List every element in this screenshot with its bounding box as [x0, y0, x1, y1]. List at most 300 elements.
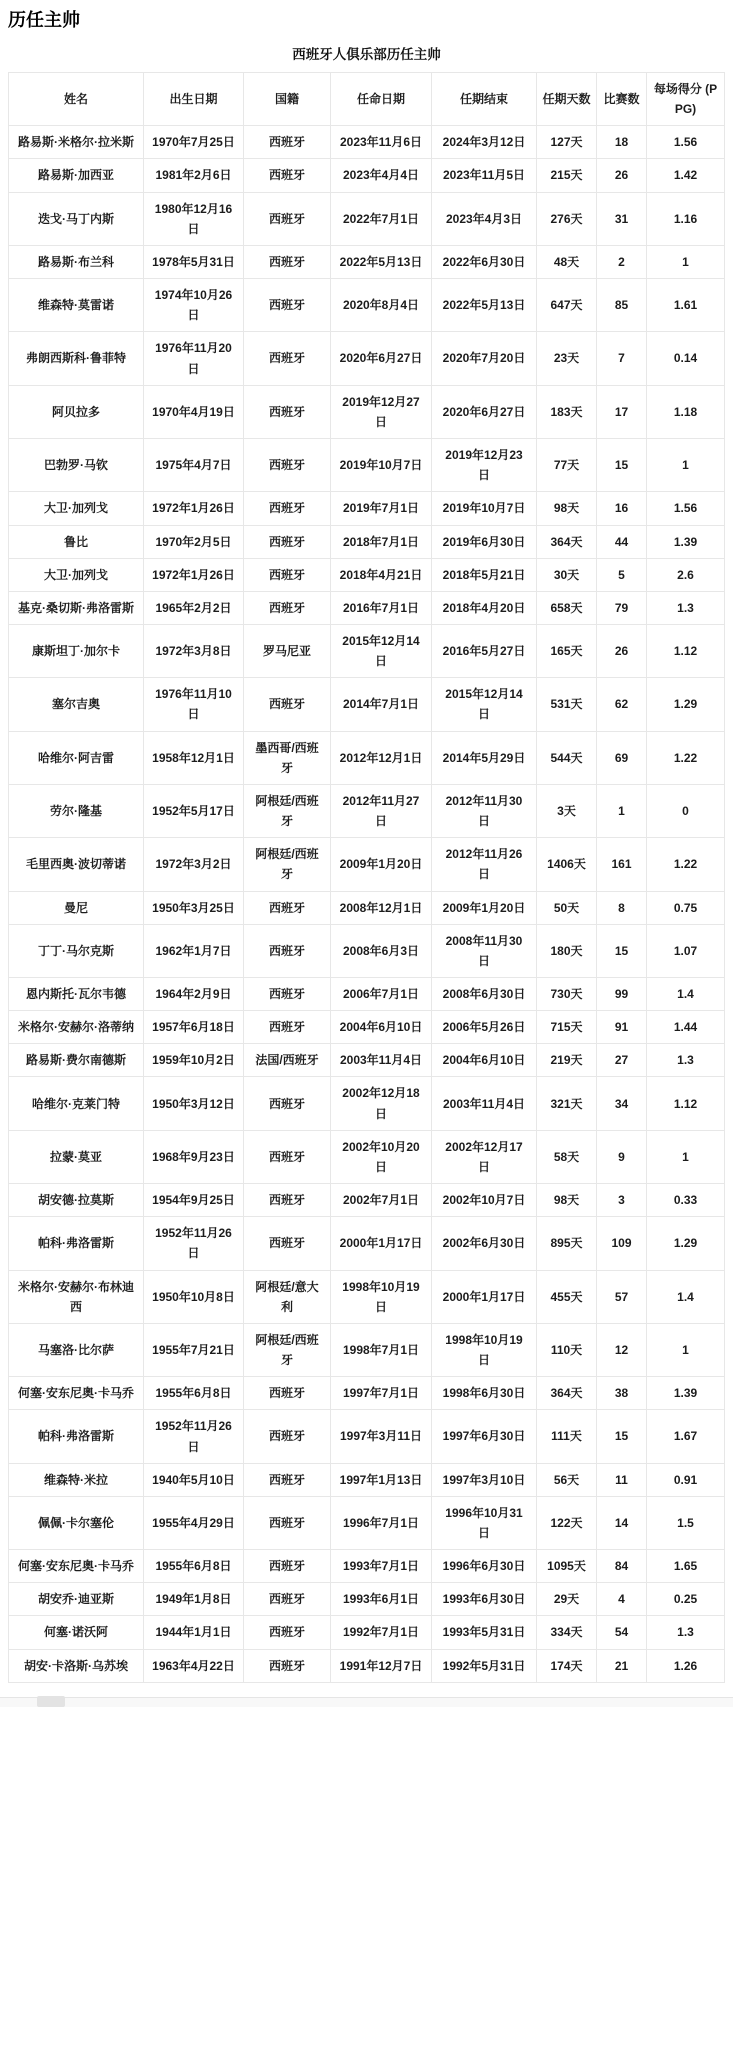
column-header-ppg: 每场得分 (PPG): [647, 73, 725, 126]
cell-appointed-date: 2015年12月14日: [331, 624, 432, 677]
cell-appointed-date: 1993年6月1日: [331, 1583, 432, 1616]
cell-appointed-date: 2008年12月1日: [331, 891, 432, 924]
cell-name: 维森特·莫雷诺: [9, 279, 144, 332]
cell-birth-date: 1981年2月6日: [144, 159, 244, 192]
cell-term-days: 364天: [537, 1377, 597, 1410]
cell-matches: 17: [597, 385, 647, 438]
cell-matches: 161: [597, 838, 647, 891]
table-row: [9, 1550, 725, 1583]
table-row: [9, 678, 725, 731]
cell-birth-date: 1976年11月10日: [144, 678, 244, 731]
cell-term-end: 2018年5月21日: [432, 558, 537, 591]
cell-term-days: 23天: [537, 332, 597, 385]
column-header-appointed-date: 任命日期: [331, 73, 432, 126]
cell-birth-date: 1955年6月8日: [144, 1550, 244, 1583]
cell-term-days: 276天: [537, 192, 597, 245]
cell-term-end: 2018年4月20日: [432, 591, 537, 624]
cell-term-days: 48天: [537, 245, 597, 278]
cell-birth-date: 1950年10月8日: [144, 1270, 244, 1323]
cell-ppg: 1.26: [647, 1649, 725, 1682]
cell-term-end: 2019年12月23日: [432, 439, 537, 492]
cell-matches: 16: [597, 492, 647, 525]
cell-term-days: 3天: [537, 784, 597, 837]
table-row: [9, 492, 725, 525]
cell-matches: 18: [597, 126, 647, 159]
cell-ppg: 1.18: [647, 385, 725, 438]
cell-matches: 3: [597, 1184, 647, 1217]
cell-appointed-date: 1998年10月19日: [331, 1270, 432, 1323]
table-row: [9, 1011, 725, 1044]
cell-term-end: 1993年5月31日: [432, 1616, 537, 1649]
cell-name: 弗朗西斯科·鲁菲特: [9, 332, 144, 385]
cell-birth-date: 1972年1月26日: [144, 558, 244, 591]
cell-nationality: 西班牙: [244, 1184, 331, 1217]
table-row: [9, 1077, 725, 1130]
cell-name: 何塞·安东尼奥·卡马乔: [9, 1550, 144, 1583]
cell-ppg: 0.14: [647, 332, 725, 385]
cell-appointed-date: 1992年7月1日: [331, 1616, 432, 1649]
cell-nationality: 西班牙: [244, 924, 331, 977]
cell-term-days: 180天: [537, 924, 597, 977]
cell-birth-date: 1949年1月8日: [144, 1583, 244, 1616]
cell-name: 丁丁·马尔克斯: [9, 924, 144, 977]
column-header-name: 姓名: [9, 73, 144, 126]
column-header-nationality: 国籍: [244, 73, 331, 126]
cell-ppg: 0.25: [647, 1583, 725, 1616]
table-row: [9, 624, 725, 677]
cell-term-days: 30天: [537, 558, 597, 591]
cell-nationality: 西班牙: [244, 385, 331, 438]
table-row: [9, 1044, 725, 1077]
cell-appointed-date: 1991年12月7日: [331, 1649, 432, 1682]
cell-ppg: 1.5: [647, 1496, 725, 1549]
cell-appointed-date: 2018年4月21日: [331, 558, 432, 591]
column-header-matches: 比赛数: [597, 73, 647, 126]
cell-appointed-date: 2009年1月20日: [331, 838, 432, 891]
cell-ppg: 1.56: [647, 126, 725, 159]
cell-term-days: 455天: [537, 1270, 597, 1323]
cell-nationality: 西班牙: [244, 591, 331, 624]
cell-nationality: 西班牙: [244, 1583, 331, 1616]
cell-ppg: 1.44: [647, 1011, 725, 1044]
cell-matches: 44: [597, 525, 647, 558]
cell-term-end: 1992年5月31日: [432, 1649, 537, 1682]
cell-appointed-date: 2000年1月17日: [331, 1217, 432, 1270]
cell-name: 塞尔吉奥: [9, 678, 144, 731]
cell-nationality: 西班牙: [244, 1649, 331, 1682]
cell-name: 大卫·加列戈: [9, 558, 144, 591]
cell-birth-date: 1976年11月20日: [144, 332, 244, 385]
cell-term-days: 215天: [537, 159, 597, 192]
cell-birth-date: 1972年1月26日: [144, 492, 244, 525]
cell-birth-date: 1958年12月1日: [144, 731, 244, 784]
cell-appointed-date: 2022年5月13日: [331, 245, 432, 278]
cell-appointed-date: 2002年10月20日: [331, 1130, 432, 1183]
cell-nationality: 西班牙: [244, 558, 331, 591]
cell-term-end: 2023年11月5日: [432, 159, 537, 192]
cell-birth-date: 1959年10月2日: [144, 1044, 244, 1077]
cell-name: 维森特·米拉: [9, 1463, 144, 1496]
cell-term-end: 1997年6月30日: [432, 1410, 537, 1463]
cell-matches: 11: [597, 1463, 647, 1496]
table-row: [9, 126, 725, 159]
cell-birth-date: 1975年4月7日: [144, 439, 244, 492]
cell-matches: 7: [597, 332, 647, 385]
cell-term-end: 2022年6月30日: [432, 245, 537, 278]
cell-appointed-date: 2018年7月1日: [331, 525, 432, 558]
cell-ppg: 1: [647, 439, 725, 492]
cell-term-days: 334天: [537, 1616, 597, 1649]
cell-term-days: 77天: [537, 439, 597, 492]
cell-term-days: 1406天: [537, 838, 597, 891]
cell-appointed-date: 2003年11月4日: [331, 1044, 432, 1077]
table-row: [9, 159, 725, 192]
cell-matches: 62: [597, 678, 647, 731]
cell-matches: 91: [597, 1011, 647, 1044]
cell-term-end: 2002年12月17日: [432, 1130, 537, 1183]
cell-name: 恩内斯托·瓦尔韦德: [9, 978, 144, 1011]
cell-birth-date: 1944年1月1日: [144, 1616, 244, 1649]
cell-term-days: 29天: [537, 1583, 597, 1616]
table-row: [9, 784, 725, 837]
table-row: [9, 1270, 725, 1323]
cell-nationality: 西班牙: [244, 1496, 331, 1549]
cell-nationality: 西班牙: [244, 126, 331, 159]
cell-ppg: 0: [647, 784, 725, 837]
table-row: [9, 1184, 725, 1217]
cell-term-end: 1998年6月30日: [432, 1377, 537, 1410]
cell-term-days: 895天: [537, 1217, 597, 1270]
cell-name: 路易斯·加西亚: [9, 159, 144, 192]
table-row: [9, 891, 725, 924]
table-row: [9, 1496, 725, 1549]
column-header-term-days: 任期天数: [537, 73, 597, 126]
cell-term-days: 321天: [537, 1077, 597, 1130]
cell-name: 毛里西奥·波切蒂诺: [9, 838, 144, 891]
cell-term-days: 531天: [537, 678, 597, 731]
cell-term-days: 50天: [537, 891, 597, 924]
cell-term-days: 165天: [537, 624, 597, 677]
cell-nationality: 西班牙: [244, 1410, 331, 1463]
cell-term-end: 2015年12月14日: [432, 678, 537, 731]
cell-matches: 84: [597, 1550, 647, 1583]
cell-ppg: 1.39: [647, 1377, 725, 1410]
cell-term-end: 2012年11月26日: [432, 838, 537, 891]
cell-name: 路易斯·费尔南德斯: [9, 1044, 144, 1077]
cell-nationality: 西班牙: [244, 891, 331, 924]
cell-term-end: 2009年1月20日: [432, 891, 537, 924]
cell-term-days: 219天: [537, 1044, 597, 1077]
cell-matches: 99: [597, 978, 647, 1011]
cell-name: 路易斯·米格尔·拉米斯: [9, 126, 144, 159]
cell-name: 鲁比: [9, 525, 144, 558]
cell-name: 帕科·弗洛雷斯: [9, 1410, 144, 1463]
cell-birth-date: 1952年5月17日: [144, 784, 244, 837]
cell-term-end: 2023年4月3日: [432, 192, 537, 245]
cell-ppg: 2.6: [647, 558, 725, 591]
cell-term-days: 658天: [537, 591, 597, 624]
cell-matches: 109: [597, 1217, 647, 1270]
cell-birth-date: 1952年11月26日: [144, 1410, 244, 1463]
cell-nationality: 西班牙: [244, 978, 331, 1011]
cell-name: 康斯坦丁·加尔卡: [9, 624, 144, 677]
cell-nationality: 西班牙: [244, 279, 331, 332]
cell-birth-date: 1962年1月7日: [144, 924, 244, 977]
cell-name: 胡安乔·迪亚斯: [9, 1583, 144, 1616]
cell-appointed-date: 2012年12月1日: [331, 731, 432, 784]
cell-ppg: 1.3: [647, 591, 725, 624]
cell-nationality: 西班牙: [244, 1550, 331, 1583]
cell-ppg: 1.22: [647, 731, 725, 784]
cell-name: 何塞·安东尼奥·卡马乔: [9, 1377, 144, 1410]
cell-term-end: 2019年6月30日: [432, 525, 537, 558]
table-row: [9, 332, 725, 385]
cell-name: 迭戈·马丁内斯: [9, 192, 144, 245]
cell-term-end: 2020年7月20日: [432, 332, 537, 385]
cell-birth-date: 1955年7月21日: [144, 1323, 244, 1376]
cell-appointed-date: 2012年11月27日: [331, 784, 432, 837]
cell-nationality: 西班牙: [244, 1377, 331, 1410]
cell-appointed-date: 1996年7月1日: [331, 1496, 432, 1549]
cell-term-end: 1996年10月31日: [432, 1496, 537, 1549]
table-row: [9, 1377, 725, 1410]
cell-ppg: 1.07: [647, 924, 725, 977]
cell-appointed-date: 2020年6月27日: [331, 332, 432, 385]
cell-appointed-date: 2014年7月1日: [331, 678, 432, 731]
cell-birth-date: 1972年3月8日: [144, 624, 244, 677]
table-row: [9, 1583, 725, 1616]
cell-birth-date: 1972年3月2日: [144, 838, 244, 891]
horizontal-scrollbar-thumb[interactable]: [37, 1696, 65, 1707]
cell-nationality: 西班牙: [244, 439, 331, 492]
cell-name: 劳尔·隆基: [9, 784, 144, 837]
table-row: [9, 591, 725, 624]
cell-birth-date: 1980年12月16日: [144, 192, 244, 245]
cell-ppg: 1.67: [647, 1410, 725, 1463]
cell-appointed-date: 2019年7月1日: [331, 492, 432, 525]
cell-ppg: 0.91: [647, 1463, 725, 1496]
cell-matches: 14: [597, 1496, 647, 1549]
cell-appointed-date: 1997年7月1日: [331, 1377, 432, 1410]
cell-term-days: 56天: [537, 1463, 597, 1496]
cell-term-end: 1998年10月19日: [432, 1323, 537, 1376]
cell-nationality: 西班牙: [244, 525, 331, 558]
cell-ppg: 1.42: [647, 159, 725, 192]
cell-nationality: 墨西哥/西班牙: [244, 731, 331, 784]
cell-matches: 5: [597, 558, 647, 591]
cell-birth-date: 1965年2月2日: [144, 591, 244, 624]
cell-birth-date: 1964年2月9日: [144, 978, 244, 1011]
cell-term-end: 2024年3月12日: [432, 126, 537, 159]
cell-appointed-date: 2019年10月7日: [331, 439, 432, 492]
cell-birth-date: 1970年2月5日: [144, 525, 244, 558]
table-row: [9, 279, 725, 332]
cell-term-days: 647天: [537, 279, 597, 332]
cell-term-end: 2019年10月7日: [432, 492, 537, 525]
cell-term-end: 2002年10月7日: [432, 1184, 537, 1217]
cell-nationality: 西班牙: [244, 192, 331, 245]
cell-term-end: 2014年5月29日: [432, 731, 537, 784]
table-row: [9, 558, 725, 591]
cell-matches: 8: [597, 891, 647, 924]
cell-appointed-date: 2006年7月1日: [331, 978, 432, 1011]
cell-nationality: 阿根廷/西班牙: [244, 1323, 331, 1376]
cell-term-end: 1993年6月30日: [432, 1583, 537, 1616]
cell-nationality: 阿根廷/西班牙: [244, 838, 331, 891]
cell-name: 米格尔·安赫尔·布林迪西: [9, 1270, 144, 1323]
cell-matches: 1: [597, 784, 647, 837]
cell-matches: 12: [597, 1323, 647, 1376]
cell-term-end: 2022年5月13日: [432, 279, 537, 332]
cell-matches: 21: [597, 1649, 647, 1682]
cell-matches: 26: [597, 624, 647, 677]
cell-name: 佩佩·卡尔塞伦: [9, 1496, 144, 1549]
cell-matches: 38: [597, 1377, 647, 1410]
cell-ppg: 1.4: [647, 978, 725, 1011]
cell-appointed-date: 1998年7月1日: [331, 1323, 432, 1376]
cell-ppg: 1.39: [647, 525, 725, 558]
horizontal-scrollbar: [0, 1697, 733, 1707]
cell-nationality: 阿根廷/西班牙: [244, 784, 331, 837]
cell-matches: 9: [597, 1130, 647, 1183]
cell-matches: 31: [597, 192, 647, 245]
cell-matches: 69: [597, 731, 647, 784]
cell-matches: 57: [597, 1270, 647, 1323]
header-row: [9, 73, 725, 126]
cell-ppg: 1.16: [647, 192, 725, 245]
cell-ppg: 1.29: [647, 678, 725, 731]
table-row: [9, 385, 725, 438]
cell-name: 基克·桑切斯·弗洛雷斯: [9, 591, 144, 624]
cell-nationality: 西班牙: [244, 1130, 331, 1183]
cell-ppg: 1.4: [647, 1270, 725, 1323]
cell-name: 阿贝拉多: [9, 385, 144, 438]
cell-term-days: 174天: [537, 1649, 597, 1682]
cell-appointed-date: 2004年6月10日: [331, 1011, 432, 1044]
page-title: 历任主帅: [8, 10, 80, 30]
cell-name: 胡安·卡洛斯·乌苏埃: [9, 1649, 144, 1682]
table-row: [9, 731, 725, 784]
column-header-term-end: 任期结束: [432, 73, 537, 126]
table-row: [9, 192, 725, 245]
cell-nationality: 法国/西班牙: [244, 1044, 331, 1077]
cell-nationality: 阿根廷/意大利: [244, 1270, 331, 1323]
table-caption: 西班牙人俱乐部历任主帅: [292, 47, 441, 62]
table-row: [9, 1217, 725, 1270]
cell-ppg: 1.3: [647, 1044, 725, 1077]
cell-name: 胡安德·拉莫斯: [9, 1184, 144, 1217]
cell-matches: 15: [597, 439, 647, 492]
cell-name: 马塞洛·比尔萨: [9, 1323, 144, 1376]
cell-appointed-date: 2023年11月6日: [331, 126, 432, 159]
cell-matches: 34: [597, 1077, 647, 1130]
cell-term-end: 2012年11月30日: [432, 784, 537, 837]
cell-ppg: 1.65: [647, 1550, 725, 1583]
table-row: [9, 978, 725, 1011]
cell-ppg: 1.56: [647, 492, 725, 525]
cell-matches: 79: [597, 591, 647, 624]
table-row: [9, 525, 725, 558]
cell-term-end: 2008年6月30日: [432, 978, 537, 1011]
cell-appointed-date: 2022年7月1日: [331, 192, 432, 245]
cell-term-days: 110天: [537, 1323, 597, 1376]
cell-term-days: 98天: [537, 492, 597, 525]
cell-name: 何塞·诺沃阿: [9, 1616, 144, 1649]
cell-name: 哈维尔·克莱门特: [9, 1077, 144, 1130]
cell-ppg: 1: [647, 1323, 725, 1376]
cell-matches: 85: [597, 279, 647, 332]
cell-term-days: 715天: [537, 1011, 597, 1044]
cell-term-days: 364天: [537, 525, 597, 558]
cell-matches: 15: [597, 924, 647, 977]
cell-birth-date: 1970年4月19日: [144, 385, 244, 438]
cell-birth-date: 1974年10月26日: [144, 279, 244, 332]
cell-matches: 15: [597, 1410, 647, 1463]
cell-name: 曼尼: [9, 891, 144, 924]
cell-appointed-date: 2020年8月4日: [331, 279, 432, 332]
cell-nationality: 西班牙: [244, 245, 331, 278]
cell-ppg: 0.33: [647, 1184, 725, 1217]
cell-nationality: 西班牙: [244, 1011, 331, 1044]
cell-nationality: 西班牙: [244, 1077, 331, 1130]
cell-name: 帕科·弗洛雷斯: [9, 1217, 144, 1270]
cell-term-end: 2004年6月10日: [432, 1044, 537, 1077]
cell-appointed-date: 2002年12月18日: [331, 1077, 432, 1130]
coaches-table: [8, 72, 725, 1683]
cell-term-end: 2002年6月30日: [432, 1217, 537, 1270]
cell-nationality: 西班牙: [244, 492, 331, 525]
cell-ppg: 1: [647, 245, 725, 278]
cell-matches: 4: [597, 1583, 647, 1616]
column-header-birth-date: 出生日期: [144, 73, 244, 126]
cell-name: 巴勃罗·马钦: [9, 439, 144, 492]
cell-ppg: 1.12: [647, 624, 725, 677]
cell-ppg: 1.12: [647, 1077, 725, 1130]
table-row: [9, 1616, 725, 1649]
table-row: [9, 838, 725, 891]
cell-appointed-date: 2023年4月4日: [331, 159, 432, 192]
cell-ppg: 0.75: [647, 891, 725, 924]
cell-term-end: 2006年5月26日: [432, 1011, 537, 1044]
cell-name: 拉蒙·莫亚: [9, 1130, 144, 1183]
cell-appointed-date: 2008年6月3日: [331, 924, 432, 977]
cell-nationality: 西班牙: [244, 1616, 331, 1649]
cell-nationality: 西班牙: [244, 678, 331, 731]
cell-appointed-date: 2019年12月27日: [331, 385, 432, 438]
cell-ppg: 1.22: [647, 838, 725, 891]
cell-term-days: 730天: [537, 978, 597, 1011]
cell-term-days: 58天: [537, 1130, 597, 1183]
cell-birth-date: 1970年7月25日: [144, 126, 244, 159]
cell-birth-date: 1952年11月26日: [144, 1217, 244, 1270]
cell-birth-date: 1950年3月12日: [144, 1077, 244, 1130]
cell-term-days: 1095天: [537, 1550, 597, 1583]
cell-term-days: 183天: [537, 385, 597, 438]
cell-appointed-date: 2016年7月1日: [331, 591, 432, 624]
cell-nationality: 罗马尼亚: [244, 624, 331, 677]
cell-nationality: 西班牙: [244, 1217, 331, 1270]
table-row: [9, 245, 725, 278]
cell-term-days: 122天: [537, 1496, 597, 1549]
cell-ppg: 1.29: [647, 1217, 725, 1270]
cell-matches: 27: [597, 1044, 647, 1077]
cell-ppg: 1.3: [647, 1616, 725, 1649]
cell-appointed-date: 1997年3月11日: [331, 1410, 432, 1463]
cell-name: 大卫·加列戈: [9, 492, 144, 525]
cell-nationality: 西班牙: [244, 1463, 331, 1496]
table-row: [9, 1649, 725, 1682]
cell-name: 路易斯·布兰科: [9, 245, 144, 278]
